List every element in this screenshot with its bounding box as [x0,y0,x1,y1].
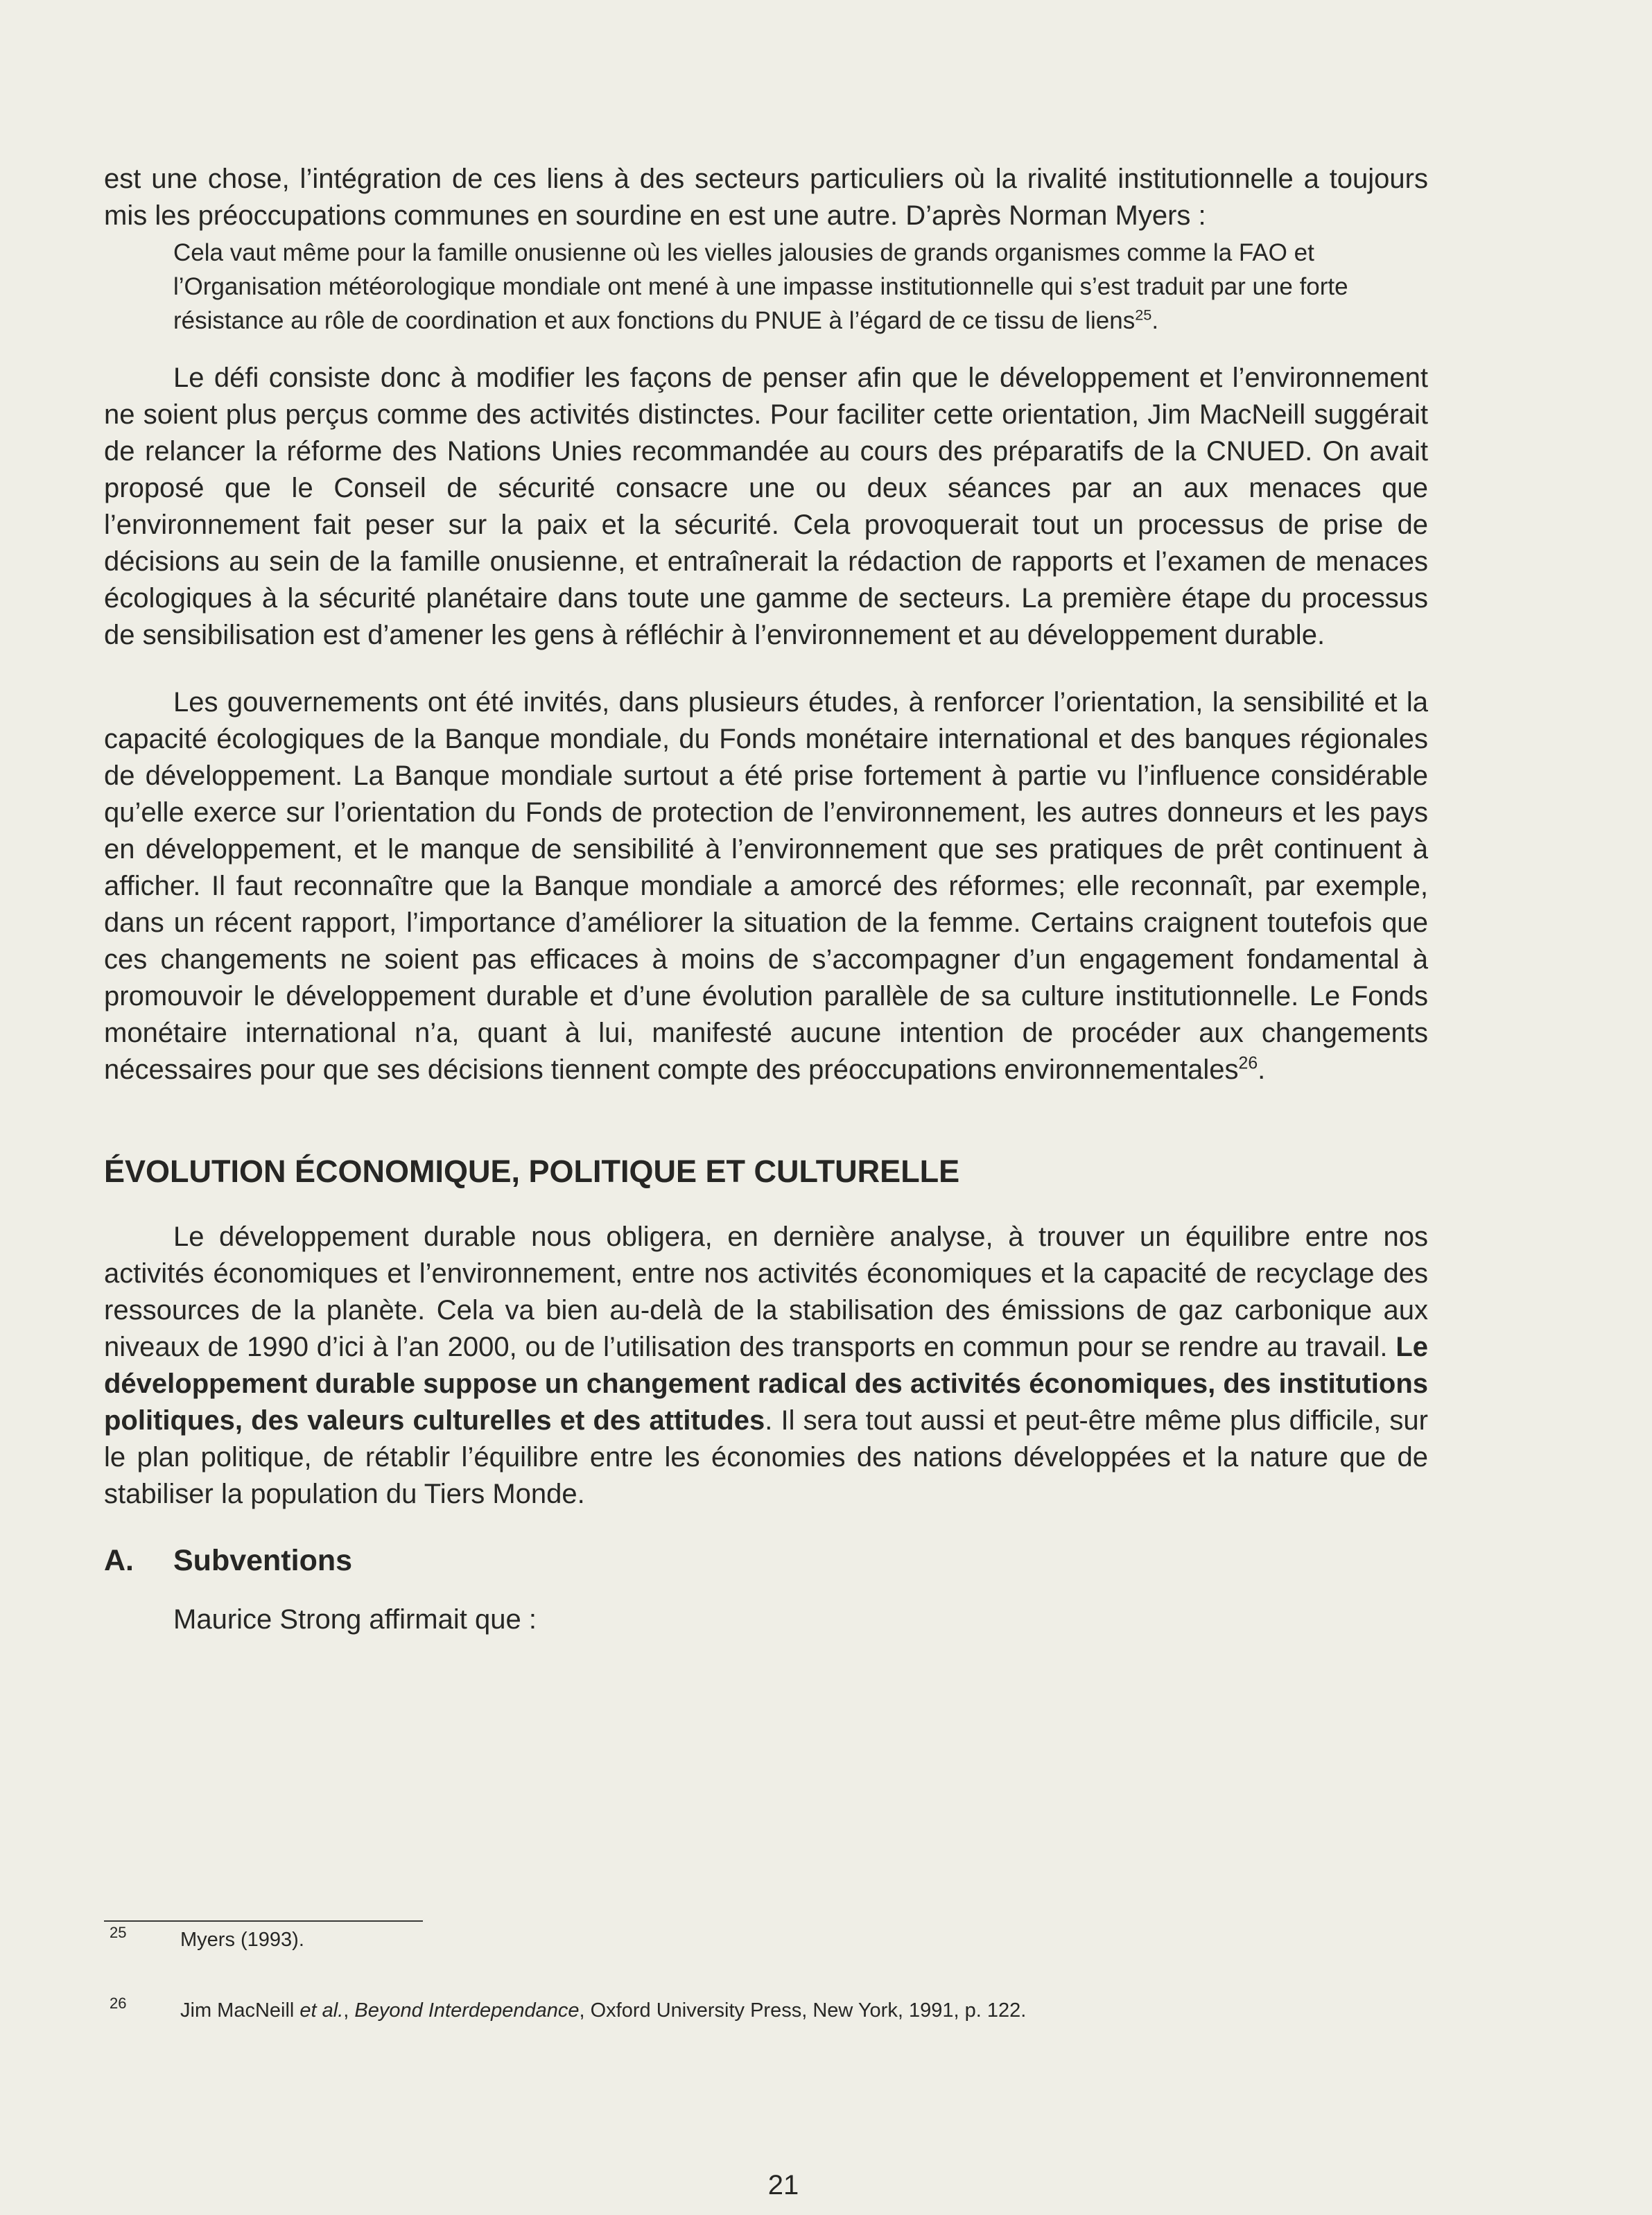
paragraph-developpement-text-end: . Il sera tout aussi et peut-être même plus difficile, sur le plan politique, de rétablir l’équilibre entre les économies des nations développées et la nature que de stabiliser la population du Tiers Monde. [104,1405,1428,1509]
subsection-letter: A. [104,1544,134,1577]
paragraph-developpement-emphasis: Le développement durable suppose un changement radical des activités économiques, des institutions politiques, des valeurs culturelles et des attitudes [104,1332,1428,1436]
intro-paragraph: est une chose, l’intégration de ces liens à des secteurs particuliers où la rivalité institutionnelle a toujours mis les préoccupations communes en sourdine en est une autre. D’après Norman Myers : [104,164,1428,231]
page-number: 21 [767,2170,799,2200]
footnotes [104,1920,1428,2024]
footnote-publication: , Oxford University Press, New York, 1991, p. 122. [579,1999,1027,2022]
quote-text: Cela vaut même pour la famille onusienne où les vielles jalousies de grands organismes comme la FAO et l’Organisation météorologique mondiale ont mené à une impasse institutionnelle qui s’est traduit par une forte résistance au rôle de coordination et aux fonctions du PNUE à l’égard de ce tissu de liens [173,239,1348,334]
footnote-book-title: Beyond Interdependance [354,1999,580,2022]
footnote-25 [104,1926,1428,1954]
footnote-ref-26[interactable]: 26 [1238,1054,1258,1073]
footnote-number: 26 [110,1995,127,2012]
footnote-author: Jim MacNeill [180,1999,300,2022]
paragraph-gouvernements-text: Les gouvernements ont été invités, dans plusieurs études, à renforcer l’orientation, la sensibilité et la capacité écologiques de la Banque mondiale, du Fonds monétaire international et des banques régionales de développement. La Banque mondiale surtout a été prise fortement à partie vu l’influence considérable qu’elle exerce sur l’orientation du Fonds de protection de l’environnement, les autres donneurs et les pays en développement, et le manque de sensibilité à l’environnement que ses pratiques de prêt continuent à afficher. Il faut reconnaître que la Banque mondiale a amorcé des réformes; elle reconnaît, par exemple, dans un récent rapport, l’importance d’améliorer la situation de la femme. Certains craignent toutefois que ces changements ne soient pas efficaces à moins de s’accompagner d’un engagement fondamental à promouvoir le développement durable et d’une évolution parallèle de sa culture institutionnelle. Le Fonds monétaire international n’a, quant à lui, manifesté aucune intention de procéder aux changements nécessaires pour que ses décisions tiennent compte des préoccupations environnementales [104,687,1428,1085]
footnote-ref-25[interactable]: 25 [1135,306,1152,324]
subsection-heading [104,1542,1428,1579]
paragraph-gouvernements-end: . [1258,1054,1266,1085]
subsection-title: Subventions [173,1544,353,1577]
footnote-text [180,1999,1026,2022]
paragraph-developpement-text: Le développement durable nous obligera, en dernière analyse, à trouver un équilibre entre nos activités économiques et l’environnement, entre nos activités économiques et la capacité de recyclage des ressources de la planète. Cela va bien au-delà de la stabilisation des émissions de gaz carbonique aux niveaux de 1990 d’ici à l’an 2000, ou de l’utilisation des transports en commun pour se rendre au travail. [104,1222,1428,1362]
paragraph-developpement [104,1219,1428,1513]
document-page [104,161,1428,1638]
paragraph-strong: Maurice Strong affirmait que : [173,1604,537,1635]
section-heading: ÉVOLUTION ÉCONOMIQUE, POLITIQUE ET CULTURELLE [104,1154,960,1189]
footnote-separator: , [343,1999,355,2022]
paragraph-gouvernements [104,684,1428,1088]
paragraph-defi: Le défi consiste donc à modifier les façons de penser afin que le développement et l’environnement ne soient plus perçus comme des activités distinctes. Pour faciliter cette orientation, Jim MacNeill suggérait de relancer la réforme des Nations Unies recommandée au cours des préparatifs de la CNUED. On avait proposé que le Conseil de sécurité consacre une ou deux séances par an aux menaces que l’environnement fait peser sur la paix et la sécurité. Cela provoquerait tout un processus de prise de décisions au sein de la famille onusienne, et entraînerait la rédaction de rapports et l’examen de menaces écologiques à la sécurité planétaire dans toute une gamme de secteurs. La première étape du processus de sensibilisation est d’amener les gens à réfléchir à l’environnement et au développement durable. [104,363,1428,650]
footnote-26 [104,1997,1428,2024]
footnote-text: Myers (1993). [180,1929,304,1951]
footnote-number: 25 [110,1924,127,1941]
footnote-etal: et al. [299,1999,344,2022]
quote-end: . [1151,307,1159,334]
footnote-divider [104,1920,423,1922]
block-quote [173,236,1407,338]
